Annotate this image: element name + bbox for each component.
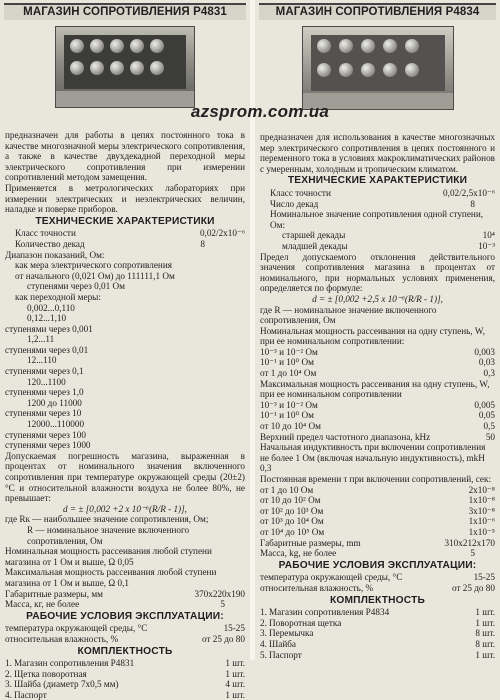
multi-label: как мера электрического сопротивления xyxy=(15,260,172,271)
step-size: ступенями через 1000 xyxy=(5,440,91,451)
knob-icon xyxy=(339,63,353,77)
kit-row: 5. Паспорт 1 шт. xyxy=(260,649,495,660)
step-range: 0,002...0,110 xyxy=(27,302,75,313)
product-photo-p4831 xyxy=(55,26,195,108)
right-column-p4834 xyxy=(255,0,500,660)
multi-steps: ступенями через 0,01 Ом xyxy=(27,281,125,292)
knob-icon xyxy=(110,39,124,53)
time-rows xyxy=(260,485,495,538)
kit-row: 4. Паспорт 1 шт. xyxy=(5,689,245,700)
knob-icon xyxy=(317,39,331,53)
power-rows xyxy=(260,347,495,379)
power-row: 10⁻³ и 10⁻² Ом 0,003 xyxy=(260,346,495,357)
range-label: Диапазон показаний, Ом: xyxy=(5,249,105,260)
kit-row: 3. Перемычка 8 шт. xyxy=(260,628,495,639)
cond-humidity: относительная влажность, % от 25 до 80 xyxy=(5,633,245,644)
induct-text: Начальная индуктивность при включении сопротивления не более 1 Ом (включая начальную индуктивность), mkH 0,3 xyxy=(260,442,486,474)
maxpower-heading: Максимальная мощность рассеивания на одну ступень, W, при ее номинальном сопротивлении xyxy=(260,378,490,400)
kit-row: 4. Шайба 8 шт. xyxy=(260,638,495,649)
kit-table xyxy=(260,607,495,660)
knob-icon xyxy=(150,39,164,53)
spec-senior: старшей декады 10⁴ xyxy=(282,230,495,241)
kit-heading: КОМПЛЕКТНОСТЬ xyxy=(77,645,173,657)
knob-icon xyxy=(383,63,397,77)
product-title-p4831: МАГАЗИН СОПРОТИВЛЕНИЯ Р4831 xyxy=(4,3,246,20)
maxpower-row: 10⁻³ и 10⁻² Ом 0,005 xyxy=(260,399,495,410)
step-size: ступенями через 10 xyxy=(5,408,82,419)
application-text: Применяется в метрологических лабораториях при измерении электрических и неэлектрических величин, наладке и поверке приборов. xyxy=(5,182,245,215)
knob-icon xyxy=(150,61,164,75)
error-text: Допускаемая погрешность магазина, выраженная в процентах от номинального значения включенного сопротивления при температуре окружающей среды (20±2) °С и относительной влажности воздуха не более 80%, не превышает: xyxy=(5,450,245,504)
knob-icon xyxy=(70,39,84,53)
step-size: ступенями через 0,1 xyxy=(5,366,84,377)
time-row: от 1 до 10 Ом 2x10⁻⁸ xyxy=(260,484,495,495)
knob-icon xyxy=(90,39,104,53)
cond-temp: температура окружающей среды, °С 15-25 xyxy=(5,623,245,634)
kit-row: 1. Магазин сопротивления Р4834 1 шт. xyxy=(260,607,495,618)
watermark-text: azsprom.com.ua xyxy=(190,102,330,121)
cond-temp: температура окружающей среды, °С 15-25 xyxy=(260,572,495,583)
spec-dimensions: Габаритные размеры, mm 310x212x170 xyxy=(260,537,495,548)
power-text: Номинальная мощность рассеивания любой ступени магазина от 1 Ом и выше, Ω 0,05 xyxy=(5,546,212,567)
knob-icon xyxy=(90,61,104,75)
kit-table xyxy=(5,658,245,700)
kit-heading: КОМПЛЕКТНОСТЬ xyxy=(329,594,426,606)
knob-icon xyxy=(317,63,331,77)
intro-text: предназначен для работы в цепях постоянного тока в качестве многозначной меры электрического сопротивления, а также в качестве двухдекадной переходной меры электрического сопротивления при измерении сопротивлений методом замещения. xyxy=(5,130,245,183)
error-formula: d = ± [0,002 +2,5 x 10⁻⁶(R/R - 1)], xyxy=(312,293,443,304)
knob-icon xyxy=(130,39,144,53)
knob-icon xyxy=(130,61,144,75)
spec-frequency: Верхний предел частотного диапазона, kHz 50 xyxy=(260,431,495,442)
time-row: от 10² до 10³ Ом 3x10⁻⁸ xyxy=(260,505,495,516)
step-range: 12000...110000 xyxy=(27,419,85,430)
knob-icon xyxy=(70,61,84,75)
spec-junior: младшей декады 10⁻³ xyxy=(282,240,495,251)
knob-icon xyxy=(405,63,419,77)
spec-dimensions: Габаритные размеры, мм 370x220x190 xyxy=(5,588,245,599)
step-range: 0,12...1,10 xyxy=(27,313,67,324)
maxpower-row: 10⁻¹ и 10⁰ Ом 0,05 xyxy=(260,410,495,421)
power-row: 10⁻¹ и 10⁰ Ом 0,03 xyxy=(260,357,495,368)
multi-range: от начального (0,021 Ом) до 111111,1 Ом xyxy=(15,270,175,281)
kit-row: 3. Шайба (диаметр 7x0,5 мм) 4 шт. xyxy=(5,679,245,690)
specs-heading: ТЕХНИЧЕСКИЕ ХАРАКТЕРИСТИКИ xyxy=(35,215,215,227)
conditions-heading: РАБОЧИЕ УСЛОВИЯ ЭКСПЛУАТАЦИИ: xyxy=(278,559,477,571)
time-heading: Постоянная времени τ при включении сопротивлений, сек: xyxy=(260,474,491,484)
spec-accuracy: Класс точности 0,02/2x10⁻⁶ xyxy=(15,228,245,239)
spec-mass: Масса, kg, не более 5 xyxy=(260,548,475,559)
time-row: от 10³ до 10⁴ Ом 1x10⁻⁶ xyxy=(260,516,495,527)
product-title-p4834: МАГАЗИН СОПРОТИВЛЕНИЯ Р4834 xyxy=(259,3,496,20)
step-range: 120...1100 xyxy=(27,376,66,387)
knob-icon xyxy=(339,39,353,53)
knob-icon xyxy=(110,61,124,75)
conditions-heading: РАБОЧИЕ УСЛОВИЯ ЭКСПЛУАТАЦИИ: xyxy=(26,610,224,622)
knob-icon xyxy=(405,39,419,53)
spec-decades: Число декад 8 xyxy=(270,198,475,209)
step-range: 1,2...11 xyxy=(27,334,55,345)
knob-icon xyxy=(383,39,397,53)
knob-icon xyxy=(361,63,375,77)
step-size: ступенями через 100 xyxy=(5,429,86,440)
step-range: 12...110 xyxy=(27,355,57,366)
maxpower-rows xyxy=(260,400,495,432)
step-range: 1200 до 11000 xyxy=(27,397,82,408)
knob-icon xyxy=(361,39,375,53)
time-row: от 10 до 10² Ом 1x10⁻⁸ xyxy=(260,495,495,506)
spec-mass: Масса, кг, не более 5 xyxy=(5,599,225,610)
maxpower-row: от 10 до 10⁴ Ом 0,5 xyxy=(260,421,495,432)
power-max-text: Максимальная мощность рассеивания любой ступени магазина от 1 Ом и выше, Ω 0,1 xyxy=(5,567,217,588)
power-row: от 1 до 10⁴ Ом 0,3 xyxy=(260,368,495,379)
spec-accuracy: Класс точности 0,02/2,5x10⁻⁶ xyxy=(270,187,495,198)
formula-where-1: где Rк — наибольшее значение сопротивления, Ом; xyxy=(5,514,209,525)
product-photo-p4834 xyxy=(302,26,454,110)
cond-humidity: относительная влажность, % от 25 до 80 xyxy=(260,582,495,593)
kit-row: 1. Магазин сопротивления Р4831 1 шт. xyxy=(5,658,245,669)
step-size: ступенями через 1,0 xyxy=(5,387,84,398)
steps-list xyxy=(5,303,245,451)
error-text: Предел допускаемого отклонения действительного значения сопротивления магазина в процентах от номинального, при нормальных условиях применения, определяется по формуле: xyxy=(260,251,495,294)
nominal-label: Номинальное значение сопротивления одной ступени, Ом: xyxy=(270,209,484,230)
kit-row: 2. Щетка поворотная 1 шт. xyxy=(5,668,245,679)
power-heading: Номинальная мощность рассеивания на одну ступень, W, при ее номинальном сопротивлении: xyxy=(260,325,486,347)
specs-heading: ТЕХНИЧЕСКИЕ ХАРАКТЕРИСТИКИ xyxy=(287,175,468,187)
error-formula: d = ± [0,002 +2 x 10⁻⁶(R/R - 1)], xyxy=(63,503,187,514)
step-size: ступенями через 0,001 xyxy=(5,323,93,334)
step-size: ступенями через 0,01 xyxy=(5,344,89,355)
trans-label: как переходной меры: xyxy=(15,291,101,302)
kit-row: 2. Поворотная щетка 1 шт. xyxy=(260,617,495,628)
formula-where-2: R — номинальное значение включенного сопротивления, Ом xyxy=(27,524,190,546)
formula-where: где R — номинальное значение включенного сопротивления, Ом xyxy=(260,304,437,326)
intro-text: предназначен для использования в качестве многозначных мер электрического сопротивления в цепях постоянного и переменного тока в условиях макроклиматических районов с умеренным, холодным и тропическим климатом. xyxy=(260,132,495,174)
time-row: от 10⁴ до 10⁵ Ом 1x10⁻⁵ xyxy=(260,526,495,537)
spec-decades: Количество декад 8 xyxy=(15,238,205,249)
